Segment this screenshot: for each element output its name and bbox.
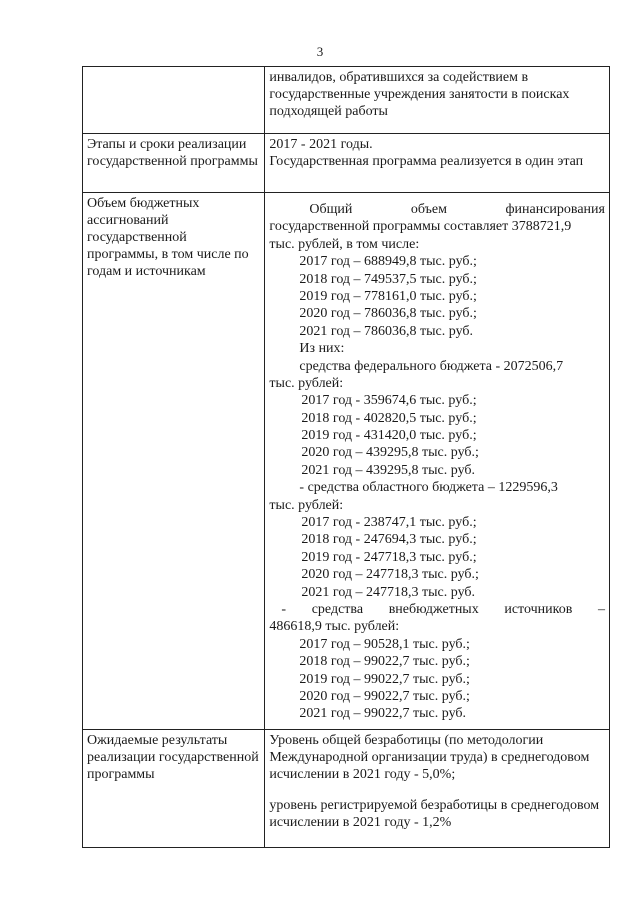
table-row (83, 730, 610, 848)
table-row (83, 67, 610, 134)
results-label: Ожидаемые результаты реализации государственной программы (87, 733, 259, 782)
extra-year-line: 2020 год – 99022,7 тыс. руб.; (299, 688, 470, 704)
total-word: Общий (309, 202, 353, 217)
result-paragraph: Уровень общей безработицы (по методологии Международной организации труда) в среднегодовом исчислении в 2021 году - 5,0%; (269, 733, 590, 782)
row-label-cell (83, 67, 265, 134)
regional-year-line: 2019 год - 247718,3 тыс. руб.; (301, 549, 477, 565)
total-year-line: 2019 год – 778161,0 тыс. руб.; (299, 288, 477, 304)
regional-year-line: 2018 год - 247694,3 тыс. руб.; (301, 532, 477, 548)
federal-year-line: 2021 год – 439295,8 тыс. руб. (301, 462, 476, 478)
extra-year-line: 2017 год – 90528,1 тыс. руб.; (299, 636, 470, 652)
of-them-line: Из них: (299, 341, 345, 357)
regional-line-1: - средства областного бюджета – 1229596,3 (299, 480, 558, 496)
regional-year-line: 2021 год – 247718,3 тыс. руб. (301, 584, 476, 600)
regional-year-line: 2020 год – 247718,3 тыс. руб.; (301, 567, 479, 583)
extra-word: средства (311, 601, 364, 617)
stages-value-line: Государственная программа реализуется в один этап (269, 154, 584, 169)
program-passport-table (82, 66, 610, 848)
row-label-cell (83, 134, 265, 193)
row-value-cell (265, 193, 610, 730)
federal-year-line: 2018 год - 402820,5 тыс. руб.; (301, 410, 477, 426)
row-value-cell (265, 730, 610, 848)
row-value-cell (265, 134, 610, 193)
extra-line-2: 486618,9 тыс. рублей: (269, 619, 400, 635)
stages-label: Этапы и сроки реализации государственной программы (87, 137, 258, 169)
federal-year-line: 2017 год - 359674,6 тыс. руб.; (301, 393, 477, 409)
total-line-2: государственной программы составляет 3788721,9 (269, 219, 572, 235)
stages-value-line: 2017 - 2021 годы. (269, 137, 373, 152)
extra-word: источников (504, 601, 573, 617)
page-number: 3 (316, 44, 324, 59)
extra-year-line: 2018 год – 99022,7 тыс. руб.; (299, 654, 470, 670)
total-word: объем (410, 202, 447, 217)
table-row (83, 134, 610, 193)
total-year-line: 2021 год – 786036,8 тыс. руб. (299, 323, 474, 339)
federal-line-2: тыс. рублей: (269, 375, 344, 391)
total-line-1 (269, 201, 605, 218)
regional-line-2: тыс. рублей: (269, 497, 344, 513)
extra-word: – (597, 601, 605, 617)
extra-line-1 (269, 601, 605, 618)
row-label-cell (83, 730, 265, 848)
total-line-3: тыс. рублей, в том числе: (269, 236, 420, 252)
regional-year-line: 2017 год - 238747,1 тыс. руб.; (301, 515, 477, 531)
result-paragraph: уровень регистрируемой безработицы в среднегодовом исчислении в 2021 году - 1,2% (269, 798, 600, 830)
total-year-line: 2020 год – 786036,8 тыс. руб.; (299, 306, 477, 322)
financing-label: Объем бюджетных ассигнований государственной программы, в том числе по годам и источникам (87, 196, 249, 279)
federal-year-line: 2020 год – 439295,8 тыс. руб.; (301, 445, 479, 461)
extra-word: - (281, 601, 287, 617)
row-value-cell (265, 67, 610, 134)
extra-year-line: 2019 год – 99022,7 тыс. руб.; (299, 671, 470, 687)
row-value: инвалидов, обратившихся за содействием в государственные учреждения занятости в поисках подходящей работы (269, 70, 570, 119)
financing-block (269, 195, 605, 723)
total-word: финансирования (505, 202, 605, 217)
total-year-line: 2018 год – 749537,5 тыс. руб.; (299, 271, 477, 287)
federal-year-line: 2019 год - 431420,0 тыс. руб.; (301, 428, 477, 444)
federal-line-1: средства федерального бюджета - 2072506,7 (299, 358, 564, 374)
row-label-cell (83, 193, 265, 730)
total-year-line: 2017 год – 688949,8 тыс. руб.; (299, 254, 477, 270)
extra-word: внебюджетных (388, 601, 479, 617)
table-row (83, 193, 610, 730)
extra-year-line: 2021 год – 99022,7 тыс. руб. (299, 706, 467, 722)
